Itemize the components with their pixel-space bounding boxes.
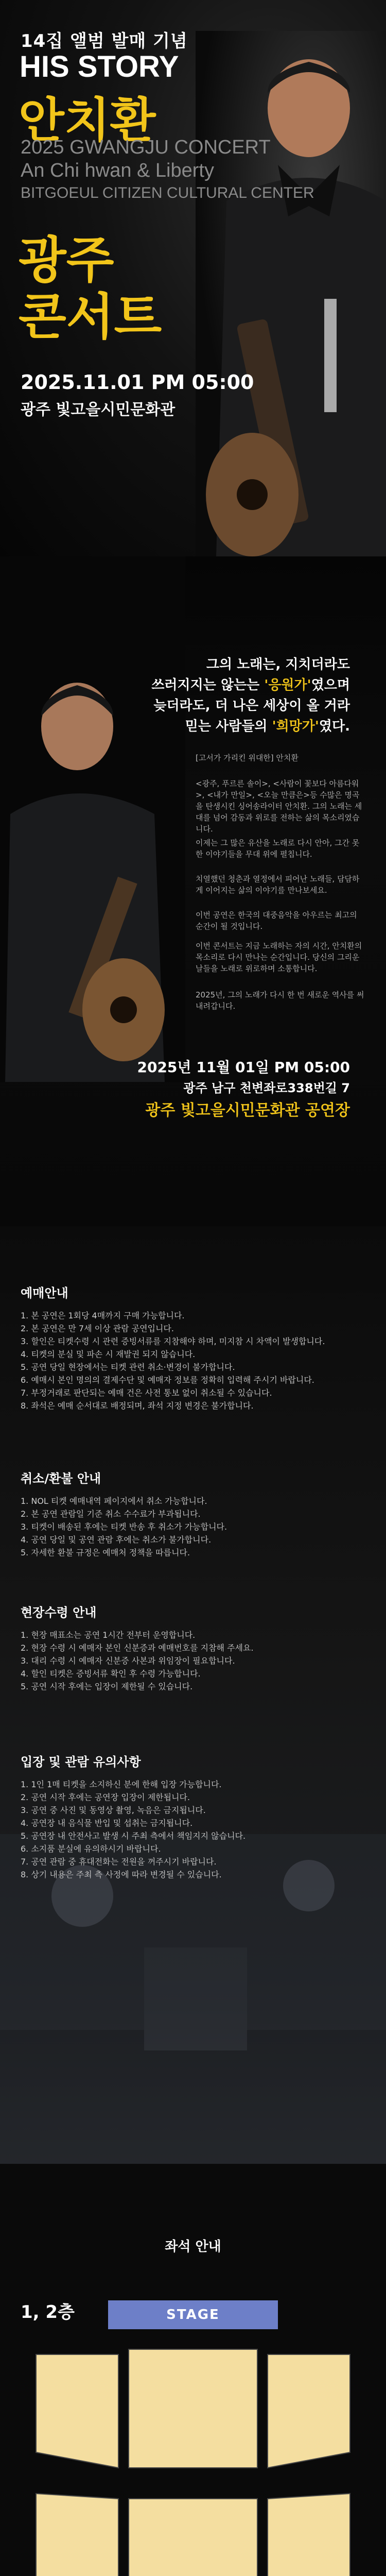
hero-venue: 광주 빛고을시민문화관 xyxy=(21,401,176,419)
concert-address: 광주 남구 천변좌로338번길 7 xyxy=(183,1081,350,1095)
seat-block-center-rear xyxy=(129,2499,257,2576)
pickup-notice-list xyxy=(21,1629,365,1693)
list-item: 8. 상기 내용은 주최 측 사정에 따라 변경될 수 있습니다. xyxy=(21,1870,222,1879)
hero-en-line1: 2025 GWANGJU CONCERT xyxy=(21,137,271,158)
concert-date: 2025년 11월 01일 PM 05:00 xyxy=(137,1059,350,1076)
booking-notice xyxy=(21,1283,365,1412)
quote-line2-post: 였으며 xyxy=(311,677,350,693)
hero-subtitle: 14집 앨범 발매 기념 xyxy=(21,31,188,52)
artist-photo-guitar xyxy=(0,556,185,1082)
concert-venue: 광주 빛고을시민문화관 공연장 xyxy=(145,1101,350,1120)
quote-line4 xyxy=(144,716,350,737)
list-item: 3. 대리 수령 시 예매자 신분증 사본과 위임장이 필요합니다. xyxy=(21,1656,235,1666)
hero-en-line2: An Chi hwan & Liberty xyxy=(21,160,214,181)
seating-title: 좌석 안내 xyxy=(165,2239,221,2255)
list-item: 5. 공연 시작 후에는 입장이 제한될 수 있습니다. xyxy=(21,1682,193,1691)
quote-line2 xyxy=(144,675,350,696)
intro-para-1: <광주, 푸르른 솔이>, <사람이 꽃보다 아름다워>, <내가 만일>, <오늘 만큼은>등 수많은 명곡을 탄생시킨 싱어송라이터 안치환. 그의 노래는 세대를 넘어 감동과 위로를 전하는 삶의 목소리였습니다. xyxy=(196,779,362,834)
notice-section xyxy=(0,1226,386,2164)
seating-chart-floor12 xyxy=(31,2339,355,2576)
quote-line4-pre: 믿는 사람들의 xyxy=(185,719,272,734)
quote-text xyxy=(144,654,350,737)
list-item: 5. 자세한 환불 규정은 예매처 정책을 따릅니다. xyxy=(21,1548,190,1557)
list-item: 4. 공연 당일 및 공연 관람 후에는 취소가 불가합니다. xyxy=(21,1535,212,1545)
quote-highlight-cheer: '응원가' xyxy=(264,677,311,693)
hero-artist-name: 안치환 xyxy=(19,93,156,148)
intro-para-4: 이번 공연은 한국의 대중음악을 아우르는 최고의 순간이 될 것입니다. xyxy=(196,910,357,931)
quote-line4-post: 였다. xyxy=(319,719,350,734)
list-item: 6. 소지품 분실에 유의하시기 바랍니다. xyxy=(21,1844,161,1854)
list-item: 3. 티켓이 배송된 후에는 티켓 반송 후 취소가 가능합니다. xyxy=(21,1522,227,1532)
booking-notice-list xyxy=(21,1309,365,1412)
list-item: 4. 티켓의 분실 및 파손 시 재발권 되지 않습니다. xyxy=(21,1349,196,1359)
artist-photo-hero xyxy=(196,31,386,556)
entry-notice-title: 입장 및 관람 유의사항 xyxy=(21,1755,141,1769)
list-item: 7. 부정거래로 판단되는 예매 건은 사전 통보 없이 취소될 수 있습니다. xyxy=(21,1388,272,1398)
list-item: 2. 공연 시작 후에는 공연장 입장이 제한됩니다. xyxy=(21,1792,190,1802)
cancel-notice xyxy=(21,1468,365,1559)
list-item: 6. 예매시 본인 명의의 결제수단 및 예매자 정보를 정확히 입력해 주시기 바랍니다. xyxy=(21,1375,314,1385)
quote-line3: 늦더라도, 더 나은 세상이 올 거라 xyxy=(153,698,350,714)
list-item: 2. 현장 수령 시 예매자 본인 신분증과 예매번호를 지참해 주세요. xyxy=(21,1643,254,1653)
hero-en-line3: BITGOEUL CITIZEN CULTURAL CENTER xyxy=(21,184,314,201)
list-item: 4. 할인 티켓은 증빙서류 확인 후 수령 가능합니다. xyxy=(21,1669,201,1679)
quote-highlight-hope: '희망가' xyxy=(272,719,319,734)
quote-line2-pre: 쓰러지지는 않는는 xyxy=(151,677,265,693)
intro-para-2: 이제는 그 많은 유산을 노래로 다시 안아, 그간 못한 이야기들을 무대 위에 펼칩니다. xyxy=(196,838,360,859)
intro-para-6: 2025년, 그의 노래가 다시 한 번 새로운 역사를 써내려갑니다. xyxy=(196,990,364,1011)
list-item: 4. 공연장 내 음식물 반입 및 섭취는 금지됩니다. xyxy=(21,1818,193,1828)
booking-notice-title: 예매안내 xyxy=(21,1286,68,1300)
seat-block-left-rear xyxy=(36,2494,118,2576)
quote-line1: 그의 노래는, 지치더라도 xyxy=(206,657,350,672)
entry-notice xyxy=(21,1752,365,1881)
list-item: 1. 현장 매표소는 공연 1시간 전부터 운영합니다. xyxy=(21,1630,196,1640)
seat-block-left-front xyxy=(36,2354,118,2468)
intro-para-5: 이번 콘서트는 지금 노래하는 자의 시간, 안치환의 목소리로 다시 만나는 순간입니다. 당신의 그리운 날들을 노래로 위로하며 소통합니다. xyxy=(196,941,362,973)
list-item: 8. 좌석은 예매 순서대로 배정되며, 좌석 지정 변경은 불가합니다. xyxy=(21,1401,254,1411)
concert-stage-background xyxy=(0,1834,386,2164)
hero-datetime: 2025.11.01 PM 05:00 xyxy=(21,371,254,394)
cancel-notice-title: 취소/환불 안내 xyxy=(21,1471,101,1486)
seat-block-center-front xyxy=(129,2349,257,2468)
list-item: 3. 할인은 티켓수령 시 관련 증빙서류를 지참해야 하며, 미지참 시 차액이 발생합니다. xyxy=(21,1336,325,1346)
list-item: 5. 공연 당일 현장에서는 티켓 관련 취소·변경이 불가합니다. xyxy=(21,1362,235,1372)
floor-12-label: 1, 2층 xyxy=(21,2302,75,2323)
list-item: 1. 본 공연은 1회당 4매까지 구매 가능합니다. xyxy=(21,1311,185,1320)
quote-section xyxy=(0,556,386,1226)
seat-block-right-front xyxy=(268,2354,350,2468)
pickup-notice xyxy=(21,1602,365,1693)
pickup-notice-title: 현장수령 안내 xyxy=(21,1605,97,1620)
seating-section xyxy=(0,2164,386,2576)
cancel-notice-list xyxy=(21,1495,365,1559)
quote-credit: [고서가 가리킨 위대한] 안치환 xyxy=(196,753,299,762)
hero-his-story: HIS STORY xyxy=(20,50,179,83)
hero-city-line2: 콘서트 xyxy=(19,288,162,346)
list-item: 2. 본 공연 관람일 기준 취소 수수료가 부과됩니다. xyxy=(21,1509,201,1519)
hero-section xyxy=(0,0,386,556)
seat-block-right-rear xyxy=(268,2494,350,2576)
list-item: 1. 1인 1매 티켓을 소지하신 분에 한해 입장 가능합니다. xyxy=(21,1780,222,1789)
list-item: 3. 공연 중 사진 및 동영상 촬영, 녹음은 금지됩니다. xyxy=(21,1805,206,1815)
list-item: 5. 공연장 내 안전사고 발생 시 주최 측에서 책임지지 않습니다. xyxy=(21,1831,246,1841)
list-item: 7. 공연 관람 중 휴대전화는 전원을 꺼주시기 바랍니다. xyxy=(21,1857,217,1867)
hero-city-line1: 광주 xyxy=(19,231,114,289)
stage-label: STAGE xyxy=(108,2300,278,2329)
intro-para-3: 치열했던 청춘과 열정에서 피어난 노래들, 담담하게 이어지는 삶의 이야기를 만나보세요. xyxy=(196,874,360,895)
entry-notice-list xyxy=(21,1778,365,1881)
list-item: 1. NOL 티켓 예매내역 페이지에서 취소 가능합니다. xyxy=(21,1496,207,1506)
hero-city-title xyxy=(19,232,162,345)
list-item: 2. 본 공연은 만 7세 이상 관람 공연입니다. xyxy=(21,1324,174,1333)
